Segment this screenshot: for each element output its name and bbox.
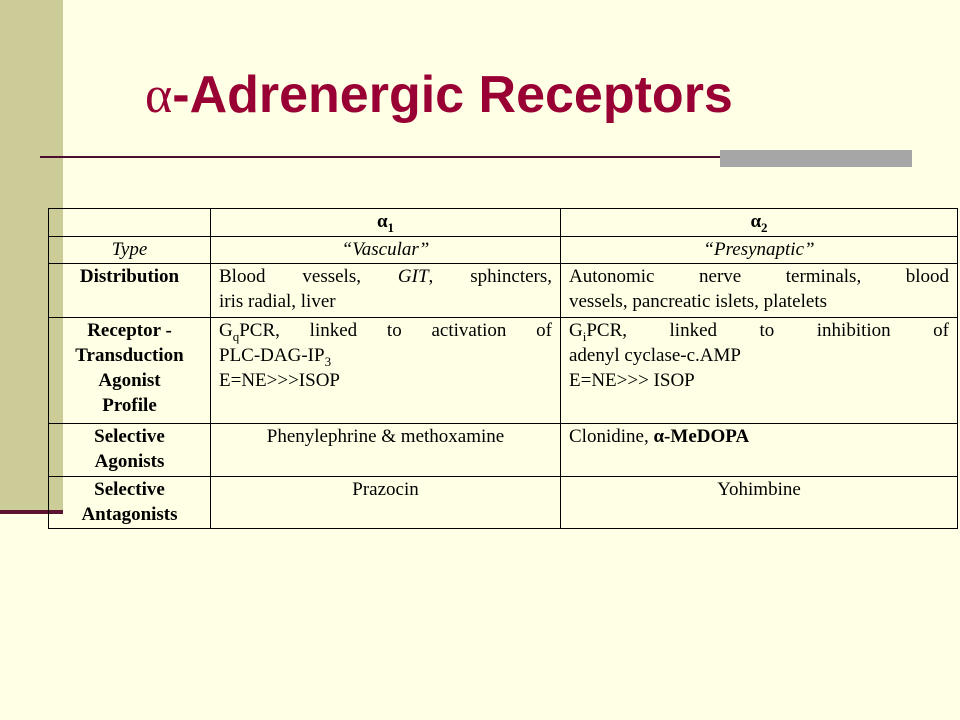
- type-label: Type: [49, 237, 211, 264]
- receptor-label-line2: Transduction: [75, 345, 184, 366]
- receptor-label-line1: Receptor -: [87, 320, 172, 341]
- receptor-alpha1-plc: PLC-DAG-IP: [219, 345, 325, 366]
- table-header-row: [49, 209, 958, 237]
- receptor-alpha1-line1: [219, 318, 552, 343]
- table-row-distribution: [49, 264, 958, 318]
- agonists-label-line1: Selective: [94, 426, 165, 447]
- alpha2-symbol: α: [750, 211, 762, 232]
- receptor-label-line3: Agonist: [98, 370, 161, 391]
- receptor-alpha1-g: G: [219, 320, 233, 341]
- title-text: -Adrenergic Receptors: [172, 66, 733, 124]
- agonists-alpha2: [561, 424, 958, 477]
- receptor-alpha2-g-sub: i: [582, 328, 587, 344]
- receptor-label: [49, 318, 211, 424]
- antagonists-alpha1: Prazocin: [211, 477, 561, 529]
- distribution-alpha1-git: GIT: [397, 266, 429, 287]
- table-row-receptor: [49, 318, 958, 424]
- alpha2-subscript: 2: [761, 219, 768, 235]
- distribution-alpha1-line2: iris radial, liver: [219, 291, 336, 312]
- header-alpha2: [561, 209, 958, 237]
- receptor-alpha1-line1-rest: PCR, linked to activation of: [239, 320, 552, 341]
- type-alpha2: “Presynaptic”: [561, 237, 958, 264]
- type-alpha1: “Vascular”: [211, 237, 561, 264]
- distribution-alpha1-text-a: Blood vessels,: [219, 266, 398, 287]
- distribution-alpha1-text-b: , sphincters,: [428, 266, 553, 287]
- receptor-alpha2-line1: [569, 318, 949, 343]
- receptor-alpha2: [561, 318, 958, 424]
- receptor-alpha1-plc-sub: 3: [324, 353, 332, 369]
- agonists-alpha2-plain: Clonidine,: [569, 426, 654, 447]
- antagonists-alpha2: Yohimbine: [561, 477, 958, 529]
- receptor-alpha1-line3: E=NE>>>ISOP: [219, 370, 340, 391]
- agonists-alpha1: Phenylephrine & methoxamine: [211, 424, 561, 477]
- table-row-antagonists: [49, 477, 958, 529]
- receptor-alpha1-line2: [219, 343, 552, 368]
- receptor-alpha2-line2: adenyl cyclase-c.AMP: [569, 345, 741, 366]
- receptor-alpha1-g-sub: q: [232, 328, 240, 344]
- distribution-alpha2-line2: vessels, pancreatic islets, platelets: [569, 291, 827, 312]
- title-underline-block: [720, 150, 912, 167]
- receptor-alpha2-line3: E=NE>>> ISOP: [569, 370, 695, 391]
- distribution-label: Distribution: [49, 264, 211, 318]
- antagonists-label-line1: Selective: [94, 479, 165, 500]
- slide-title: [145, 60, 885, 130]
- header-empty-cell: [49, 209, 211, 237]
- receptor-comparison-table: [48, 208, 958, 529]
- receptor-alpha2-g: G: [569, 320, 583, 341]
- antagonists-label: [49, 477, 211, 529]
- header-alpha1: [211, 209, 561, 237]
- agonists-alpha2-bold: α-MeDOPA: [653, 426, 750, 447]
- antagonists-label-line2: Antagonists: [81, 504, 178, 525]
- alpha1-subscript: 1: [387, 219, 395, 235]
- agonists-label: [49, 424, 211, 477]
- title-alpha-symbol: α: [145, 67, 173, 124]
- receptor-alpha2-line1-rest: PCR, linked to inhibition of: [586, 320, 949, 341]
- receptor-label-line4: Profile: [102, 395, 157, 416]
- receptor-alpha1: [211, 318, 561, 424]
- distribution-alpha1-line1: [219, 264, 552, 289]
- table-row-agonists: [49, 424, 958, 477]
- agonists-label-line2: Agonists: [94, 451, 165, 472]
- distribution-alpha2: [561, 264, 958, 318]
- distribution-alpha2-line1: Autonomic nerve terminals, blood: [569, 266, 949, 287]
- table-row-type: [49, 237, 958, 264]
- distribution-alpha1: [211, 264, 561, 318]
- alpha1-symbol: α: [376, 211, 388, 232]
